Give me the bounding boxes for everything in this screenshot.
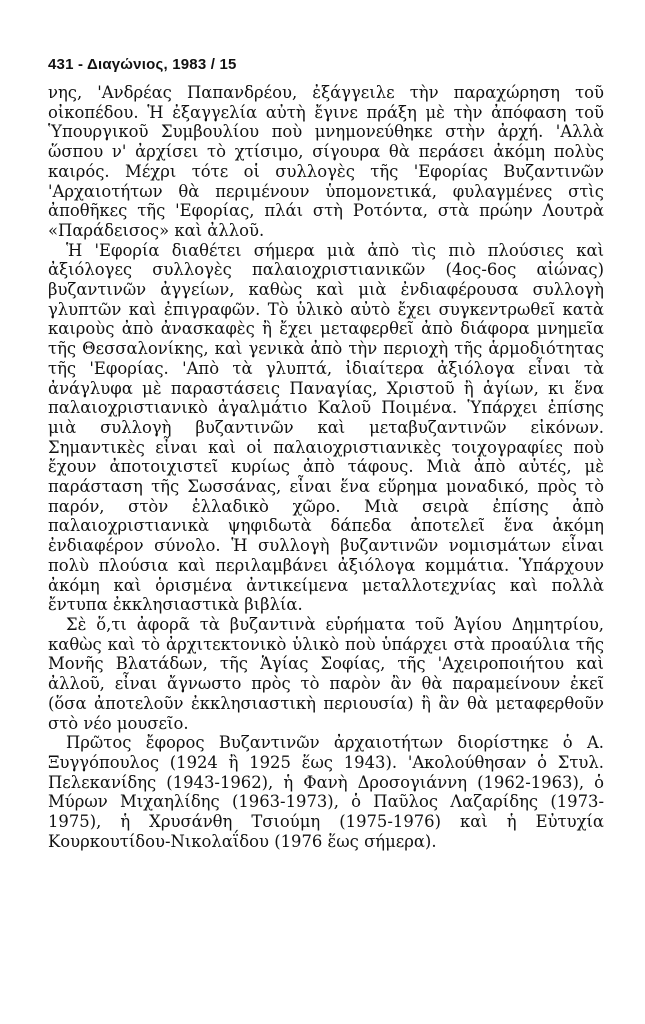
paragraph-collections: Ἡ 'Εφορία διαθέτει σήμερα μιὰ ἀπὸ τὶς πιὸ πλούσιες καὶ ἀξιόλογες συλλογὲς παλαιοχριστιανικῶν (4ος-6ος αἰώνας) βυζαντινῶν ἀγγείων, καθὼς καὶ μιὰ ἐνδιαφέρουσα συλλογὴ γλυπτῶν καὶ ἐπιγραφῶν. Τὸ ὑλικὸ αὐτὸ ἔχει συγκεντρωθεῖ κατὰ καιροὺς ἀπὸ ἀνασκαφὲς ἢ ἔχει μεταφερθεῖ ἀπὸ διάφορα μνημεῖα τῆς Θεσσαλονίκης, καὶ γενικὰ ἀπὸ τὴν περιοχὴ τῆς ἁρμοδιότητας τῆς 'Εφορίας. 'Απὸ τὰ γλυπτά, ἰδιαίτερα ἀξιόλογα εἶναι τὰ ἀνάγλυφα μὲ παραστάσεις Παναγίας, Χριστοῦ ἢ ἁγίων, κι ἕνα παλαιοχριστιανικὸ ἀγαλμάτιο Καλοῦ Ποιμένα. Ὑπάρχει ἐπίσης μιὰ συλλογὴ βυζαντινῶν καὶ μεταβυζαντινῶν εἰκόνων. Σημαντικὲς εἶναι καὶ οἱ παλαιοχριστιανικὲς τοιχογραφίες ποὺ ἔχουν ἀποτοιχιστεῖ κυρίως ἀπὸ τάφους. Μιὰ ἀπὸ αὐτές, μὲ παράσταση τῆς Σωσσάνας, εἶναι ἕνα εὕρημα μοναδικό, πρὸς τὸ παρόν, στὸν ἑλλαδικὸ χῶρο. Μιὰ σειρὰ ἐπίσης ἀπὸ παλαιοχριστιανικὰ ψηφιδωτὰ δάπεδα ἀποτελεῖ ἕνα ἀκόμη ἐνδιαφέρον σύνολο. Ἡ συλλογὴ βυζαντινῶν νομισμάτων εἶναι πολὺ πλούσια καὶ περιλαμβάνει ἀξιόλογα κομμάτια. Ὑπάρχουν ἀκόμη καὶ ὁρισμένα ἀντικείμενα μεταλλοτεχνίας καὶ πολλὰ ἔντυπα ἐκκλησιαστικὰ βιβλία. [48, 240, 604, 615]
article-body [48, 83, 604, 851]
paragraph-ephors: Πρῶτος ἔφορος Βυζαντινῶν ἀρχαιοτήτων διορίστηκε ὁ Α. Ξυγγόπουλος (1924 ἢ 1925 ἕως 1943). 'Ακολούθησαν ὁ Στυλ. Πελεκανίδης (1943-1962), ἡ Φανὴ Δροσογιάννη (1962-1963), ὁ Μύρων Μιχαηλίδης (1963-1973), ὁ Παῦλος Λαζαρίδης (1973-1975), ἡ Χρυσάνθη Τσιούμη (1975-1976) καὶ ἡ Εὐτυχία Κουρκουτίδου-Νικολαΐδου (1976 ἕως σήμερα). [48, 733, 604, 851]
paragraph-continuation: νης, 'Ανδρέας Παπανδρέου, ἐξάγγειλε τὴν παραχώρηση τοῦ οἰκοπέδου. Ἡ ἐξαγγελία αὐτὴ ἔγινε πράξη μὲ τὴν ἀπόφαση τοῦ Ὑπουργικοῦ Συμβουλίου ποὺ μνημονεύθηκε στὴν ἀρχή. 'Αλλὰ ὥσπου ν' ἀρχίσει τὸ χτίσιμο, σίγουρα θὰ περάσει ἀκόμη πολὺς καιρός. Μέχρι τότε οἱ συλλογὲς τῆς 'Εφορίας Βυζαντινῶν 'Αρχαιοτήτων θὰ περιμένουν ὑπομονετικά, φυλαγμένες στὶς ἀποθῆκες τῆς 'Εφορίας, πλάι στὴ Ροτόντα, στὰ πρώην Λουτρὰ «Παράδεισος» καὶ ἀλλοῦ. [48, 83, 604, 240]
page-header: 431 - Διαγώνιος, 1983 / 15 [48, 56, 237, 73]
paragraph-byzantine-finds: Σὲ ὅ,τι ἀφορᾶ τὰ βυζαντινὰ εὑρήματα τοῦ Ἁγίου Δημητρίου, καθὼς καὶ τὸ ἀρχιτεκτονικὸ ὑλικὸ ποὺ ὑπάρχει στὰ προαύλια τῆς Μονῆς Βλατάδων, τῆς Ἁγίας Σοφίας, τῆς 'Αχειροποιήτου καὶ ἀλλοῦ, εἶναι ἄγνωστο πρὸς τὸ παρὸν ἂν θὰ παραμείνουν ἐκεῖ (ὅσα ἀποτελοῦν ἐκκλησιαστικὴ περιουσία) ἢ ἂν θὰ μεταφερθοῦν στὸ νέο μουσεῖο. [48, 614, 604, 733]
